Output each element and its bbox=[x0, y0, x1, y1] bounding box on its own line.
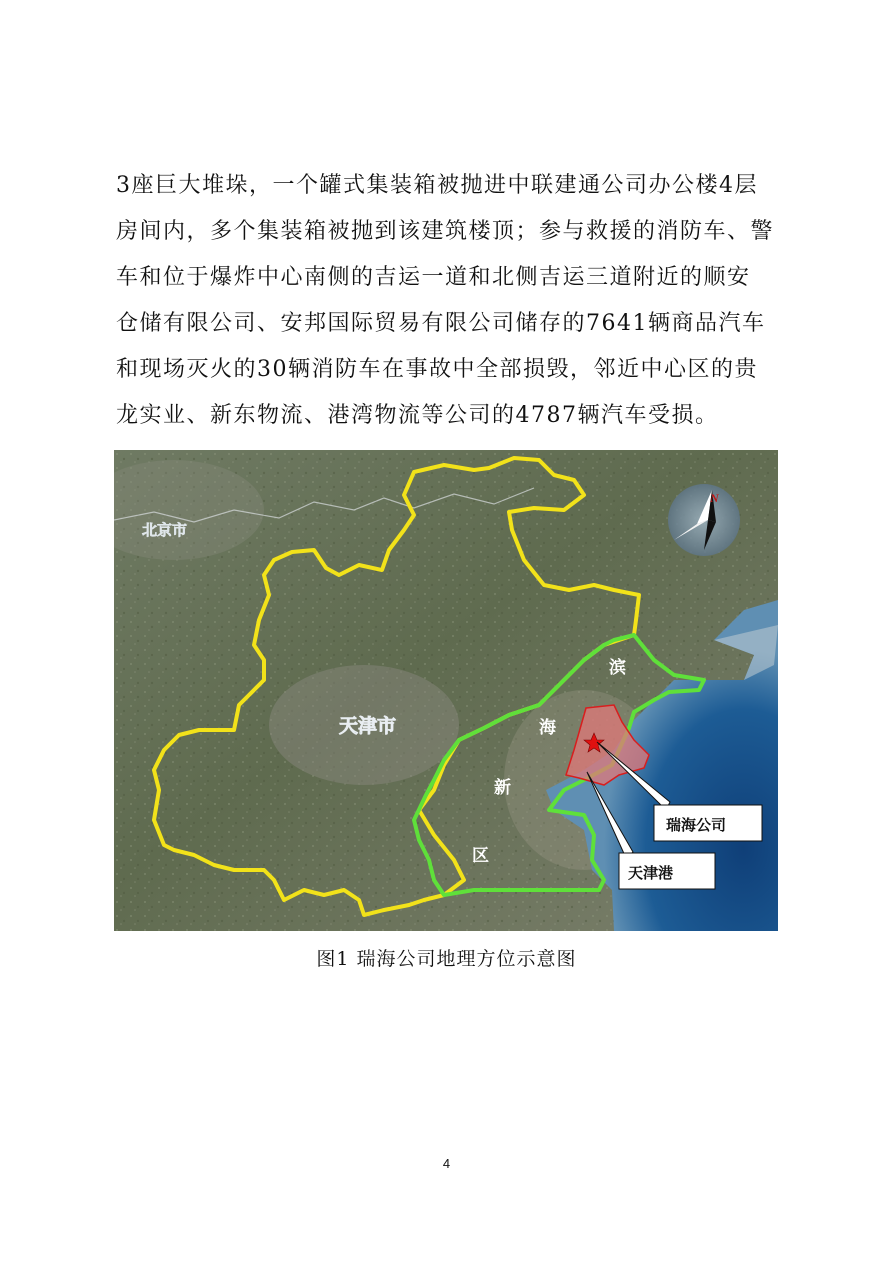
ruihai-callout-label: 瑞海公司 bbox=[666, 816, 727, 834]
north-label: N bbox=[710, 491, 719, 505]
paragraph-line: 龙实业、新东物流、港湾物流等公司的4787辆汽车受损。 bbox=[116, 403, 719, 428]
north-compass-icon bbox=[668, 484, 740, 556]
satellite-map bbox=[114, 450, 778, 931]
paragraph-line: 仓储有限公司、安邦国际贸易有限公司储存的7641辆商品汽车 bbox=[116, 311, 766, 336]
binhai-label-qu: 区 bbox=[472, 846, 489, 866]
paragraph-line: 3座巨大堆垛，一个罐式集装箱被抛进中联建通公司办公楼4层 bbox=[116, 173, 758, 198]
binhai-label-bin: 滨 bbox=[609, 658, 626, 678]
port-callout-label: 天津港 bbox=[628, 864, 674, 882]
paragraph-line: 和现场灭火的30辆消防车在事故中全部损毁，邻近中心区的贵 bbox=[116, 357, 758, 382]
paragraph-line: 房间内，多个集装箱被抛到该建筑楼顶；参与救援的消防车、警 bbox=[116, 219, 775, 244]
location-map-figure bbox=[114, 450, 778, 931]
body-paragraph bbox=[116, 163, 780, 439]
binhai-label-xin: 新 bbox=[494, 778, 511, 798]
paragraph-line: 车和位于爆炸中心南侧的吉运一道和北侧吉运三道附近的顺安 bbox=[116, 265, 751, 290]
page-number: 4 bbox=[442, 1156, 451, 1171]
tianjin-label: 天津市 bbox=[339, 715, 397, 737]
figure-caption: 图1 瑞海公司地理方位示意图 bbox=[316, 948, 577, 970]
beijing-label: 北京市 bbox=[142, 521, 188, 539]
binhai-label-hai: 海 bbox=[539, 718, 556, 738]
